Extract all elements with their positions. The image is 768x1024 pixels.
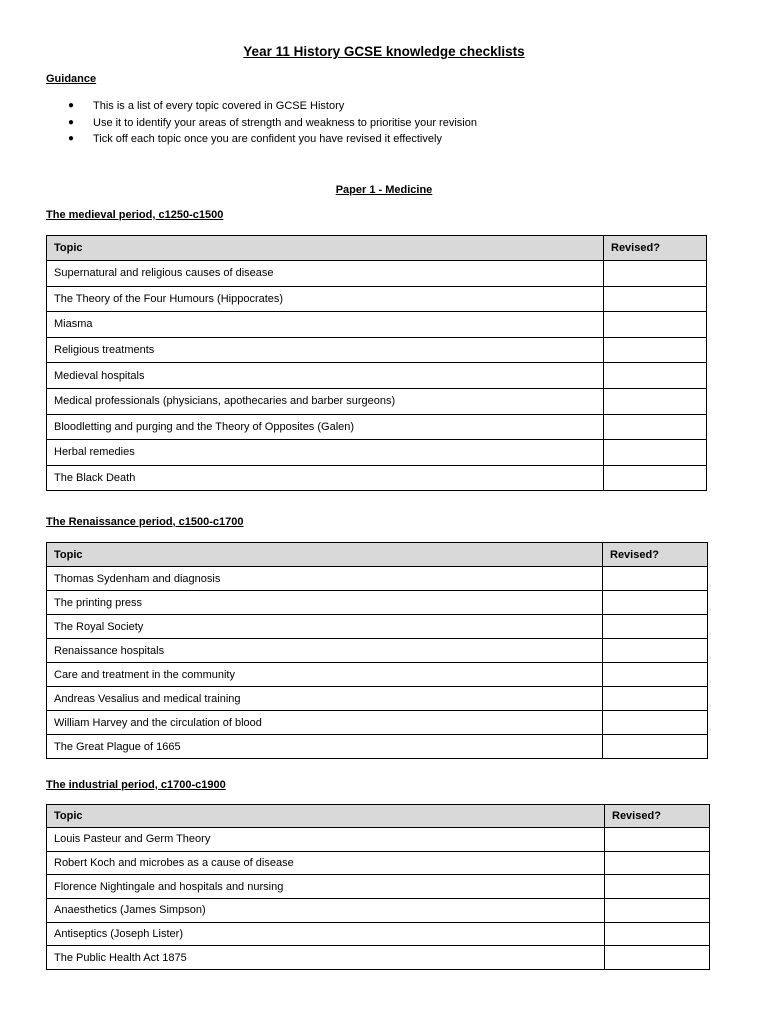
column-header-topic: Topic bbox=[47, 543, 603, 567]
topic-cell: The Black Death bbox=[47, 465, 604, 491]
table-row bbox=[47, 363, 707, 389]
revised-checkbox-cell[interactable] bbox=[604, 312, 707, 338]
topic-cell: Louis Pasteur and Germ Theory bbox=[47, 828, 605, 852]
table-row bbox=[47, 711, 708, 735]
table-row bbox=[47, 663, 708, 687]
guidance-list bbox=[46, 98, 477, 148]
topic-cell: The Royal Society bbox=[47, 615, 603, 639]
table-header-row bbox=[47, 236, 707, 261]
revised-checkbox-cell[interactable] bbox=[605, 875, 710, 899]
column-header-topic: Topic bbox=[47, 236, 604, 261]
checklist-table-industrial bbox=[46, 804, 710, 970]
topic-cell: The Public Health Act 1875 bbox=[47, 946, 605, 970]
topic-cell: Bloodletting and purging and the Theory of Opposites (Galen) bbox=[47, 414, 604, 440]
revised-checkbox-cell[interactable] bbox=[605, 899, 710, 923]
guidance-bullet: ● Tick off each topic once you are confident you have revised it effectively bbox=[46, 131, 477, 148]
topic-cell: Antiseptics (Joseph Lister) bbox=[47, 922, 605, 946]
topic-cell: Miasma bbox=[47, 312, 604, 338]
topic-cell: Robert Koch and microbes as a cause of disease bbox=[47, 851, 605, 875]
revised-checkbox-cell[interactable] bbox=[603, 711, 708, 735]
revised-checkbox-cell[interactable] bbox=[603, 687, 708, 711]
paper-heading: Paper 1 - Medicine bbox=[335, 184, 433, 196]
checklist-table-medieval bbox=[46, 235, 707, 491]
table-row bbox=[47, 440, 707, 466]
topic-cell: Florence Nightingale and hospitals and nursing bbox=[47, 875, 605, 899]
topic-cell: Care and treatment in the community bbox=[47, 663, 603, 687]
topic-cell: Thomas Sydenham and diagnosis bbox=[47, 567, 603, 591]
bullet-icon: ● bbox=[68, 100, 75, 111]
revised-checkbox-cell[interactable] bbox=[604, 388, 707, 414]
revised-checkbox-cell[interactable] bbox=[603, 567, 708, 591]
bullet-icon: ● bbox=[68, 133, 75, 144]
revised-checkbox-cell[interactable] bbox=[605, 922, 710, 946]
table-row bbox=[47, 465, 707, 491]
revised-checkbox-cell[interactable] bbox=[604, 363, 707, 389]
revised-checkbox-cell[interactable] bbox=[604, 465, 707, 491]
topic-cell: William Harvey and the circulation of blood bbox=[47, 711, 603, 735]
revised-checkbox-cell[interactable] bbox=[603, 735, 708, 759]
topic-cell: Religious treatments bbox=[47, 337, 604, 363]
revised-checkbox-cell[interactable] bbox=[603, 615, 708, 639]
topic-cell: The Great Plague of 1665 bbox=[47, 735, 603, 759]
revised-checkbox-cell[interactable] bbox=[604, 286, 707, 312]
revised-checkbox-cell[interactable] bbox=[604, 261, 707, 287]
revised-checkbox-cell[interactable] bbox=[605, 851, 710, 875]
topic-cell: Herbal remedies bbox=[47, 440, 604, 466]
revised-checkbox-cell[interactable] bbox=[603, 591, 708, 615]
column-header-topic: Topic bbox=[47, 805, 605, 828]
table-header-row bbox=[47, 805, 710, 828]
table-row bbox=[47, 922, 710, 946]
table-row bbox=[47, 851, 710, 875]
revised-checkbox-cell[interactable] bbox=[605, 946, 710, 970]
table-row bbox=[47, 312, 707, 338]
column-header-revised: Revised? bbox=[603, 543, 708, 567]
table-row bbox=[47, 615, 708, 639]
topic-cell: Andreas Vesalius and medical training bbox=[47, 687, 603, 711]
section-heading-medieval: The medieval period, c1250-c1500 bbox=[46, 209, 224, 221]
topic-cell: Anaesthetics (James Simpson) bbox=[47, 899, 605, 923]
table-row bbox=[47, 639, 708, 663]
table-row bbox=[47, 899, 710, 923]
topic-cell: Renaissance hospitals bbox=[47, 639, 603, 663]
table-row bbox=[47, 875, 710, 899]
section-heading-industrial: The industrial period, c1700-c1900 bbox=[46, 779, 226, 791]
checklist-table-renaissance bbox=[46, 542, 708, 759]
topic-cell: The Theory of the Four Humours (Hippocrates) bbox=[47, 286, 604, 312]
bullet-icon: ● bbox=[68, 116, 75, 128]
table-row bbox=[47, 414, 707, 440]
column-header-revised: Revised? bbox=[604, 236, 707, 261]
table-row bbox=[47, 261, 707, 287]
topic-cell: Medieval hospitals bbox=[47, 363, 604, 389]
column-header-revised: Revised? bbox=[605, 805, 710, 828]
table-header-row bbox=[47, 543, 708, 567]
section-heading-renaissance: The Renaissance period, c1500-c1700 bbox=[46, 516, 244, 528]
topic-cell: Supernatural and religious causes of disease bbox=[47, 261, 604, 287]
table-row bbox=[47, 735, 708, 759]
table-row bbox=[47, 337, 707, 363]
table-row bbox=[47, 286, 707, 312]
topic-cell: The printing press bbox=[47, 591, 603, 615]
revised-checkbox-cell[interactable] bbox=[604, 440, 707, 466]
revised-checkbox-cell[interactable] bbox=[605, 828, 710, 852]
table-row bbox=[47, 946, 710, 970]
revised-checkbox-cell[interactable] bbox=[604, 414, 707, 440]
guidance-heading: Guidance bbox=[46, 73, 97, 85]
table-row bbox=[47, 687, 708, 711]
revised-checkbox-cell[interactable] bbox=[604, 337, 707, 363]
table-row bbox=[47, 388, 707, 414]
revised-checkbox-cell[interactable] bbox=[603, 639, 708, 663]
table-row bbox=[47, 591, 708, 615]
guidance-bullet: ● Use it to identify your areas of strength and weakness to prioritise your revision bbox=[46, 115, 477, 132]
guidance-bullet: ● This is a list of every topic covered in GCSE History bbox=[46, 98, 477, 115]
table-row bbox=[47, 828, 710, 852]
revised-checkbox-cell[interactable] bbox=[603, 663, 708, 687]
topic-cell: Medical professionals (physicians, apothecaries and barber surgeons) bbox=[47, 388, 604, 414]
table-row bbox=[47, 567, 708, 591]
document-title: Year 11 History GCSE knowledge checklists bbox=[243, 44, 525, 59]
